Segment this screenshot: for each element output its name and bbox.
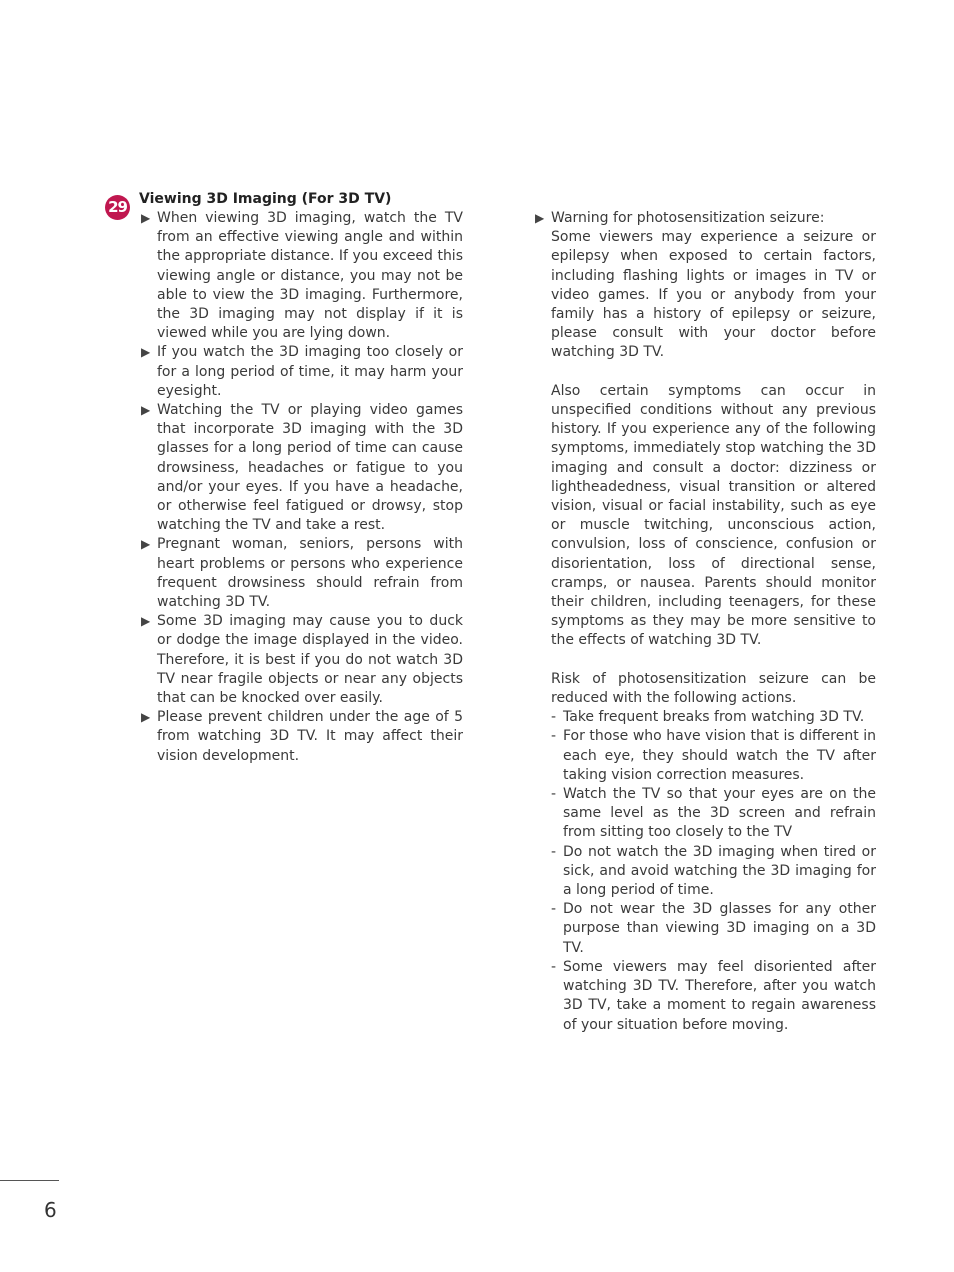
list-item: - Watch the TV so that your eyes are on the same level as the 3D screen and refrain from sitting too closely to the TV	[551, 786, 876, 841]
triangle-bullet-icon: ▶	[141, 710, 151, 725]
list-item: ▶ If you watch the 3D imaging too closely or for a long period of time, it may harm your eyesight.	[141, 344, 463, 399]
risk-reduction-paragraph: Risk of photosensitization seizure can be reduced with the following actions.	[551, 670, 876, 707]
list-item: ▶ Pregnant woman, seniors, persons with heart problems or persons who experience frequent drowsiness should refrain from watching 3D TV.	[141, 536, 463, 611]
triangle-bullet-icon: ▶	[535, 211, 545, 225]
list-item: ▶ When viewing 3D imaging, watch the TV from an effective viewing angle and within the appropriate distance. If you exceed this viewing angle or distance, you may not be able to view the 3D imaging. Furthermore, the 3D imaging may not display if it is viewed while you are lying down.	[141, 210, 463, 342]
triangle-bullet-icon: ▶	[141, 537, 151, 552]
section-number-badge: 29	[105, 195, 130, 220]
left-column	[139, 209, 463, 766]
symptoms-paragraph: Also certain symptoms can occur in unspecified conditions without any previous history. If you experience any of the following symptoms, immediately stop watching the 3D imaging and consult a doctor: dizziness or lightheadedness, visual transition or altered vision, visual or facial instability, such as eye or muscle twitching, unconscious action, convulsion, loss of conscience, confusion or disorientation, loss of directional sense, cramps, or nausea. Parents should monitor their children, including teenagers, for these symptoms as they may be more sensitive to the effects of watching 3D TV.	[551, 382, 876, 649]
list-item: - Do not watch the 3D imaging when tired or sick, and avoid watching the 3D imaging for a long period of time.	[551, 843, 876, 899]
list-item: - Some viewers may feel disoriented after watching 3D TV. Therefore, after you watch 3D TV, take a moment to regain awareness of your situation before moving.	[551, 958, 876, 1033]
section-title: Viewing 3D Imaging (For 3D TV)	[139, 191, 392, 207]
warning-heading: ▶ Warning for photosensitization seizure:	[533, 209, 876, 228]
triangle-bullet-icon: ▶	[141, 211, 151, 225]
list-item: - Do not wear the 3D glasses for any other purpose than viewing 3D imaging on a 3D TV.	[551, 901, 876, 956]
actions-list	[551, 708, 876, 1034]
right-column	[533, 209, 876, 1035]
list-item: ▶ Watching the TV or playing video games that incorporate 3D imaging with the 3D glasses for a long period of time can cause drowsiness, headaches or fatigue to you and/or your eyes. If you have a headache, or otherwise feel fatigued or drowsy, stop watching the TV and take a rest.	[141, 402, 463, 534]
triangle-bullet-icon: ▶	[141, 614, 151, 629]
list-item: ▶ Some 3D imaging may cause you to duck or dodge the image displayed in the video. Therefore, it is best if you do not watch 3D TV near fragile objects or near any objects that can be knocked over easily.	[141, 613, 463, 707]
page-number: 6	[44, 1198, 57, 1222]
list-item: - Take frequent breaks from watching 3D TV.	[551, 709, 865, 726]
triangle-bullet-icon: ▶	[141, 345, 151, 360]
list-item: - For those who have vision that is different in each eye, they should watch the TV after taking vision correction measures.	[551, 728, 876, 783]
footer-rule	[0, 1180, 59, 1181]
list-item: ▶ Please prevent children under the age of 5 from watching 3D TV. It may affect their vision development.	[141, 709, 463, 764]
triangle-bullet-icon: ▶	[141, 403, 151, 418]
warning-paragraph: Some viewers may experience a seizure or epilepsy when exposed to certain factors, including flashing lights or images in TV or video games. If you or anybody from your family has a history of epilepsy or seizure, please consult with your doctor before watching 3D TV.	[551, 229, 876, 361]
